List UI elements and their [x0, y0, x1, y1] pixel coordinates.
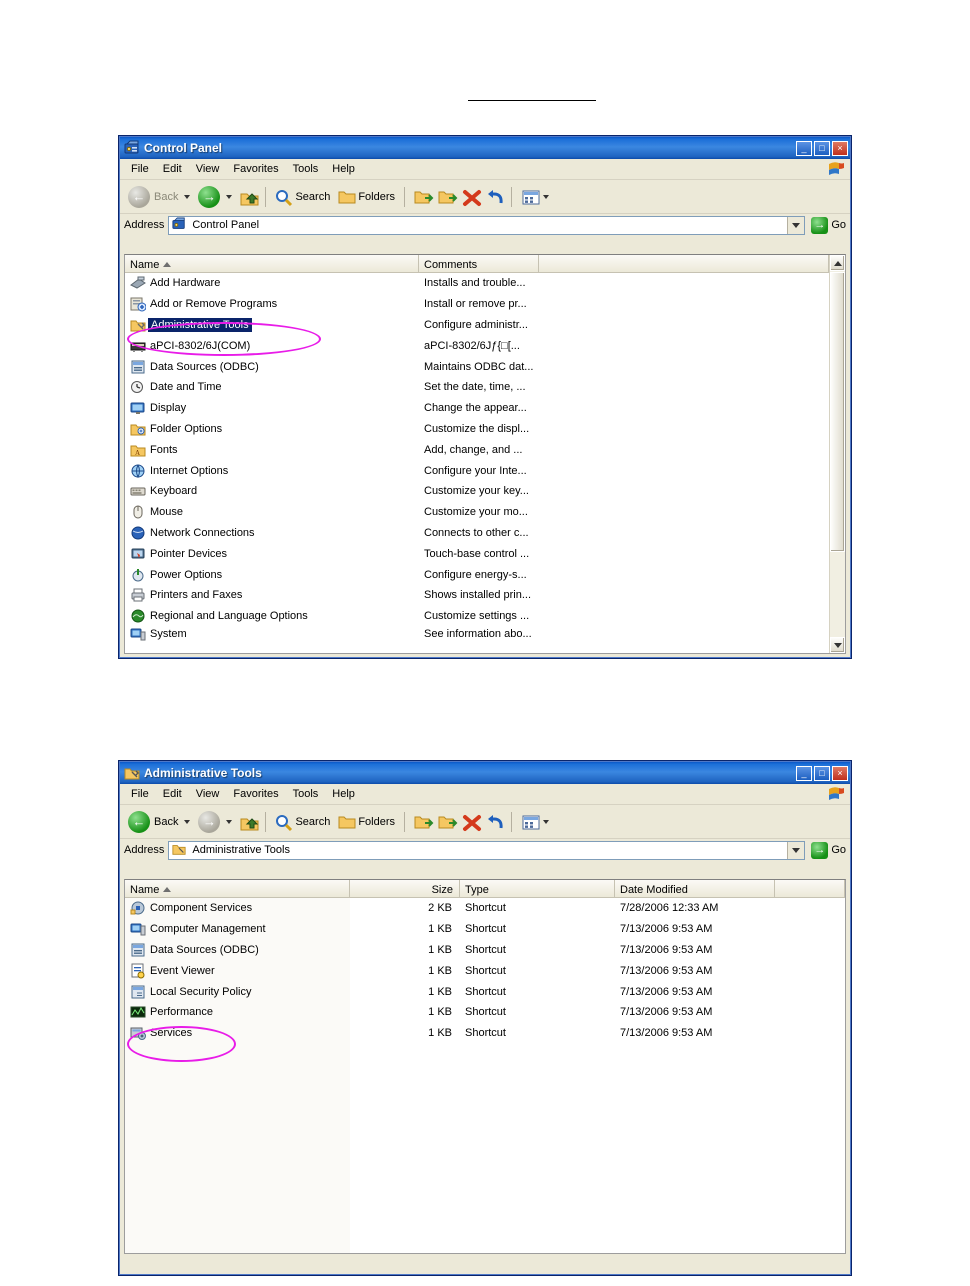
menubar[interactable] [120, 159, 850, 180]
table-row[interactable] [125, 919, 845, 940]
toolbar[interactable] [120, 805, 850, 839]
toolbar-separator-3 [511, 812, 512, 832]
file-list[interactable] [124, 254, 846, 654]
table-row[interactable] [125, 981, 845, 1002]
cell-name: aPCI-8302/6J(COM) [150, 339, 251, 352]
cell-date-modified: 7/28/2006 12:33 AM [620, 902, 719, 915]
cell-comments: Install or remove pr... [424, 298, 527, 311]
control-panel-icon [124, 140, 140, 156]
cell-name: System [150, 627, 187, 640]
page-underline-rule [468, 100, 596, 101]
address-bar[interactable] [120, 214, 850, 236]
cell-date-modified: 7/13/2006 9:53 AM [620, 943, 713, 956]
address-label: Address [124, 844, 165, 856]
sort-ascending-icon [163, 887, 171, 892]
undo-button[interactable] [482, 187, 506, 207]
cell-size: 1 KB [428, 964, 452, 977]
control-panel-window-frame [119, 136, 851, 658]
scrollbar-thumb[interactable] [830, 272, 845, 552]
cell-name: Performance [150, 1006, 213, 1019]
cell-comments: Configure your Inte... [424, 464, 527, 477]
move-to-button[interactable] [410, 187, 434, 207]
back-icon: ← [128, 811, 150, 833]
windows-flag-icon [826, 160, 846, 178]
go-arrow-icon: → [811, 217, 828, 234]
forward-dropdown-caret-icon[interactable] [226, 195, 232, 199]
forward-dropdown-caret-icon[interactable] [226, 820, 232, 824]
column-header-type[interactable]: Type [460, 880, 615, 897]
list-rows[interactable] [125, 898, 845, 1044]
delete-x-icon [462, 189, 478, 205]
address-dropdown-button[interactable] [787, 842, 804, 859]
network-connections-icon [130, 525, 146, 541]
go-label: Go [831, 219, 846, 231]
toolbar-separator-3 [511, 187, 512, 207]
close-button[interactable]: × [832, 141, 848, 156]
forward-icon: → [198, 186, 220, 208]
menu-file[interactable]: File [131, 788, 149, 800]
menu-help[interactable]: Help [332, 788, 355, 800]
cell-name: Printers and Faxes [150, 589, 243, 602]
undo-icon [486, 814, 502, 830]
apci-icon [130, 338, 146, 354]
odbc-icon [130, 942, 146, 958]
cell-name: Component Services [150, 902, 253, 915]
pointer-devices-icon [130, 546, 146, 562]
go-button[interactable] [811, 842, 846, 859]
control-panel-window[interactable] [118, 135, 852, 659]
move-to-folder-icon [414, 189, 430, 205]
table-row[interactable] [125, 606, 845, 627]
services-icon [130, 1025, 146, 1041]
table-row[interactable] [125, 960, 845, 981]
toolbar-separator-2 [404, 812, 405, 832]
cell-comments: Configure energy-s... [424, 568, 527, 581]
toolbar[interactable] [120, 180, 850, 214]
up-folder-icon [240, 814, 256, 830]
column-header-size[interactable]: Size [350, 880, 460, 897]
administrative-tools-window-frame [119, 761, 851, 1275]
cell-type: Shortcut [465, 1027, 506, 1040]
cell-name: Power Options [150, 568, 223, 581]
menu-tools[interactable]: Tools [292, 788, 319, 800]
display-icon [130, 400, 146, 416]
cell-date-modified: 7/13/2006 9:53 AM [620, 964, 713, 977]
window-title: Administrative Tools [144, 766, 262, 780]
address-value: Control Panel [192, 219, 260, 231]
local-security-policy-icon [130, 984, 146, 1000]
folder-options-icon [130, 421, 146, 437]
odbc-icon [130, 359, 146, 375]
table-row[interactable] [125, 377, 845, 398]
status-bar [124, 1256, 846, 1272]
cell-type: Shortcut [465, 902, 506, 915]
views-button[interactable] [517, 812, 553, 832]
address-label: Address [124, 219, 165, 231]
cell-size: 1 KB [428, 1027, 452, 1040]
cell-name: Pointer Devices [150, 547, 228, 560]
delete-x-icon [462, 814, 478, 830]
cell-date-modified: 7/13/2006 9:53 AM [620, 923, 713, 936]
cell-comments: Change the appear... [424, 402, 527, 415]
administrative-tools-icon [124, 765, 140, 781]
cell-name: Display [150, 402, 187, 415]
copy-to-folder-icon [438, 189, 454, 205]
menu-view[interactable]: View [195, 788, 220, 800]
cell-comments: Customize your mo... [424, 506, 528, 519]
toolbar-separator-2 [404, 187, 405, 207]
cell-size: 2 KB [428, 902, 452, 915]
undo-button[interactable] [482, 812, 506, 832]
menu-file[interactable]: File [131, 163, 149, 175]
cell-type: Shortcut [465, 985, 506, 998]
cell-size: 1 KB [428, 985, 452, 998]
menu-favorites[interactable]: Favorites [233, 788, 279, 800]
chevron-down-icon [792, 223, 800, 228]
table-row[interactable] [125, 460, 845, 481]
administrative-tools-icon [130, 317, 146, 333]
copy-to-folder-icon [438, 814, 454, 830]
table-row[interactable] [125, 273, 845, 294]
toolbar-separator-1 [265, 812, 266, 832]
table-row[interactable] [125, 335, 845, 356]
chevron-down-icon [834, 643, 842, 648]
cell-comments: Customize your key... [424, 485, 529, 498]
window-buttons[interactable] [796, 141, 848, 156]
cell-comments: See information abo... [424, 627, 532, 640]
table-row[interactable] [125, 523, 845, 544]
cell-name: Computer Management [150, 923, 266, 936]
up-button[interactable] [236, 187, 260, 207]
regional-options-icon [130, 608, 146, 624]
undo-icon [486, 189, 502, 205]
add-remove-programs-icon [130, 296, 146, 312]
move-to-button[interactable] [410, 812, 434, 832]
computer-management-icon [130, 921, 146, 937]
cell-type: Shortcut [465, 923, 506, 936]
chevron-down-icon [792, 848, 800, 853]
list-header[interactable] [125, 255, 845, 273]
window-title: Control Panel [144, 141, 223, 155]
cell-comments: Configure administr... [424, 318, 528, 331]
maximize-button[interactable]: □ [814, 141, 830, 156]
search-icon [275, 189, 291, 205]
back-button[interactable]: ← Back [124, 184, 194, 210]
cell-name: Local Security Policy [150, 985, 252, 998]
cell-name: Data Sources (ODBC) [150, 943, 259, 956]
menu-edit[interactable]: Edit [162, 788, 182, 800]
window-buttons[interactable] [796, 766, 848, 781]
forward-button[interactable] [194, 809, 236, 835]
table-row[interactable] [125, 564, 845, 585]
fonts-icon [130, 442, 146, 458]
cell-name: Add Hardware [150, 277, 221, 290]
event-viewer-icon [130, 963, 146, 979]
cell-comments: Add, change, and ... [424, 443, 523, 456]
cell-comments: Shows installed prin... [424, 589, 531, 602]
cell-name: Administrative Tools [148, 318, 252, 332]
minimize-button[interactable]: _ [796, 141, 812, 156]
sort-ascending-icon [163, 262, 171, 267]
menu-help[interactable]: Help [332, 163, 355, 175]
administrative-tools-window[interactable] [118, 760, 852, 1276]
cell-name: Keyboard [150, 485, 198, 498]
cell-size: 1 KB [428, 923, 452, 936]
back-dropdown-caret-icon[interactable] [184, 820, 190, 824]
table-row-administrative-tools[interactable] [125, 315, 845, 336]
address-input[interactable] [168, 841, 805, 860]
performance-icon [130, 1004, 146, 1020]
cell-type: Shortcut [465, 1006, 506, 1019]
table-row[interactable] [125, 439, 845, 460]
table-row[interactable] [125, 398, 845, 419]
cell-comments: Customize settings ... [424, 610, 530, 623]
toolbar-separator-1 [265, 187, 266, 207]
internet-options-icon [130, 463, 146, 479]
delete-button[interactable] [458, 812, 482, 832]
search-icon [275, 814, 291, 830]
menubar[interactable] [120, 784, 850, 805]
cell-name: Event Viewer [150, 964, 215, 977]
scroll-down-button[interactable] [830, 637, 845, 653]
vertical-scrollbar[interactable] [829, 255, 845, 653]
close-button[interactable]: × [832, 766, 848, 781]
views-icon [521, 814, 537, 830]
forward-button[interactable] [194, 184, 236, 210]
cell-size: 1 KB [428, 943, 452, 956]
cell-date-modified: 7/13/2006 9:53 AM [620, 1027, 713, 1040]
cell-comments: Maintains ODBC dat... [424, 360, 534, 373]
back-button[interactable]: ← Back [124, 809, 194, 835]
cell-name: Folder Options [150, 422, 223, 435]
go-button[interactable] [811, 217, 846, 234]
titlebar[interactable] [120, 137, 850, 159]
minimize-button[interactable]: _ [796, 766, 812, 781]
mouse-icon [130, 504, 146, 520]
system-icon [130, 627, 146, 641]
table-row[interactable] [125, 627, 845, 641]
menu-favorites[interactable]: Favorites [233, 163, 279, 175]
back-icon: ← [128, 186, 150, 208]
chevron-up-icon [834, 261, 842, 266]
printers-faxes-icon [130, 587, 146, 603]
folders-icon [338, 189, 354, 205]
cell-comments: aPCI-8302/6Jƒ{□[... [424, 339, 520, 352]
column-header-name[interactable]: Name [125, 880, 350, 897]
cell-name: Date and Time [150, 381, 222, 394]
cell-size: 1 KB [428, 1006, 452, 1019]
cell-type: Shortcut [465, 964, 506, 977]
cell-comments: Installs and trouble... [424, 277, 526, 290]
power-options-icon [130, 567, 146, 583]
menu-view[interactable]: View [195, 163, 220, 175]
control-panel-small-icon [172, 217, 188, 233]
maximize-button[interactable]: □ [814, 766, 830, 781]
cell-date-modified: 7/13/2006 9:53 AM [620, 985, 713, 998]
cell-comments: Touch-base control ... [424, 547, 530, 560]
views-icon [521, 189, 537, 205]
up-button[interactable] [236, 812, 260, 832]
table-row[interactable] [125, 419, 845, 440]
menu-edit[interactable]: Edit [162, 163, 182, 175]
views-button[interactable] [517, 187, 553, 207]
folders-icon [338, 814, 354, 830]
folders-button[interactable]: Folders [334, 812, 399, 832]
cell-comments: Customize the displ... [424, 422, 530, 435]
cell-type: Shortcut [465, 943, 506, 956]
cell-name: Internet Options [150, 464, 229, 477]
titlebar[interactable] [120, 762, 850, 784]
delete-button[interactable] [458, 187, 482, 207]
list-rows[interactable] [125, 273, 845, 641]
search-button[interactable]: Search [271, 187, 334, 207]
menu-tools[interactable]: Tools [292, 163, 319, 175]
table-row[interactable] [125, 502, 845, 523]
file-list[interactable] [124, 879, 846, 1254]
table-row[interactable] [125, 1002, 845, 1023]
cell-date-modified: 7/13/2006 9:53 AM [620, 1006, 713, 1019]
column-header-name[interactable]: Name [125, 255, 419, 272]
table-row-services[interactable] [125, 1023, 845, 1044]
table-row[interactable] [125, 585, 845, 606]
address-input[interactable] [168, 216, 805, 235]
views-dropdown-caret-icon[interactable] [543, 195, 549, 199]
scroll-up-button[interactable] [830, 255, 845, 271]
up-folder-icon [240, 189, 256, 205]
windows-flag-icon [826, 785, 846, 803]
copy-to-button[interactable] [434, 187, 458, 207]
go-arrow-icon: → [811, 842, 828, 859]
cell-comments: Connects to other c... [424, 526, 529, 539]
cell-name: Regional and Language Options [150, 610, 308, 623]
column-header-extra[interactable] [539, 255, 829, 272]
back-dropdown-caret-icon[interactable] [184, 195, 190, 199]
column-header-comments[interactable]: Comments [419, 255, 539, 272]
views-dropdown-caret-icon[interactable] [543, 820, 549, 824]
cell-name: Services [150, 1027, 193, 1040]
cell-name: Fonts [150, 443, 178, 456]
list-header[interactable] [125, 880, 845, 898]
cell-name: Add or Remove Programs [150, 298, 278, 311]
table-row[interactable] [125, 356, 845, 377]
cell-name: Mouse [150, 506, 184, 519]
go-label: Go [831, 844, 846, 856]
keyboard-icon [130, 483, 146, 499]
forward-icon: → [198, 811, 220, 833]
component-services-icon [130, 900, 146, 916]
address-value: Administrative Tools [192, 844, 290, 856]
folders-button[interactable]: Folders [334, 187, 399, 207]
table-row[interactable] [125, 940, 845, 961]
address-dropdown-button[interactable] [787, 217, 804, 234]
cell-name: Data Sources (ODBC) [150, 360, 259, 373]
table-row[interactable] [125, 543, 845, 564]
move-to-folder-icon [414, 814, 430, 830]
table-row[interactable] [125, 294, 845, 315]
table-row[interactable] [125, 898, 845, 919]
column-header-date-modified[interactable]: Date Modified [615, 880, 775, 897]
address-bar[interactable] [120, 839, 850, 861]
table-row[interactable] [125, 481, 845, 502]
search-button[interactable]: Search [271, 812, 334, 832]
column-header-extra[interactable] [775, 880, 845, 897]
cell-name: Network Connections [150, 526, 255, 539]
copy-to-button[interactable] [434, 812, 458, 832]
cell-comments: Set the date, time, ... [424, 381, 526, 394]
svg-text:A: A [135, 448, 141, 457]
date-time-icon [130, 379, 146, 395]
add-hardware-icon [130, 275, 146, 291]
administrative-tools-small-icon [172, 842, 188, 858]
